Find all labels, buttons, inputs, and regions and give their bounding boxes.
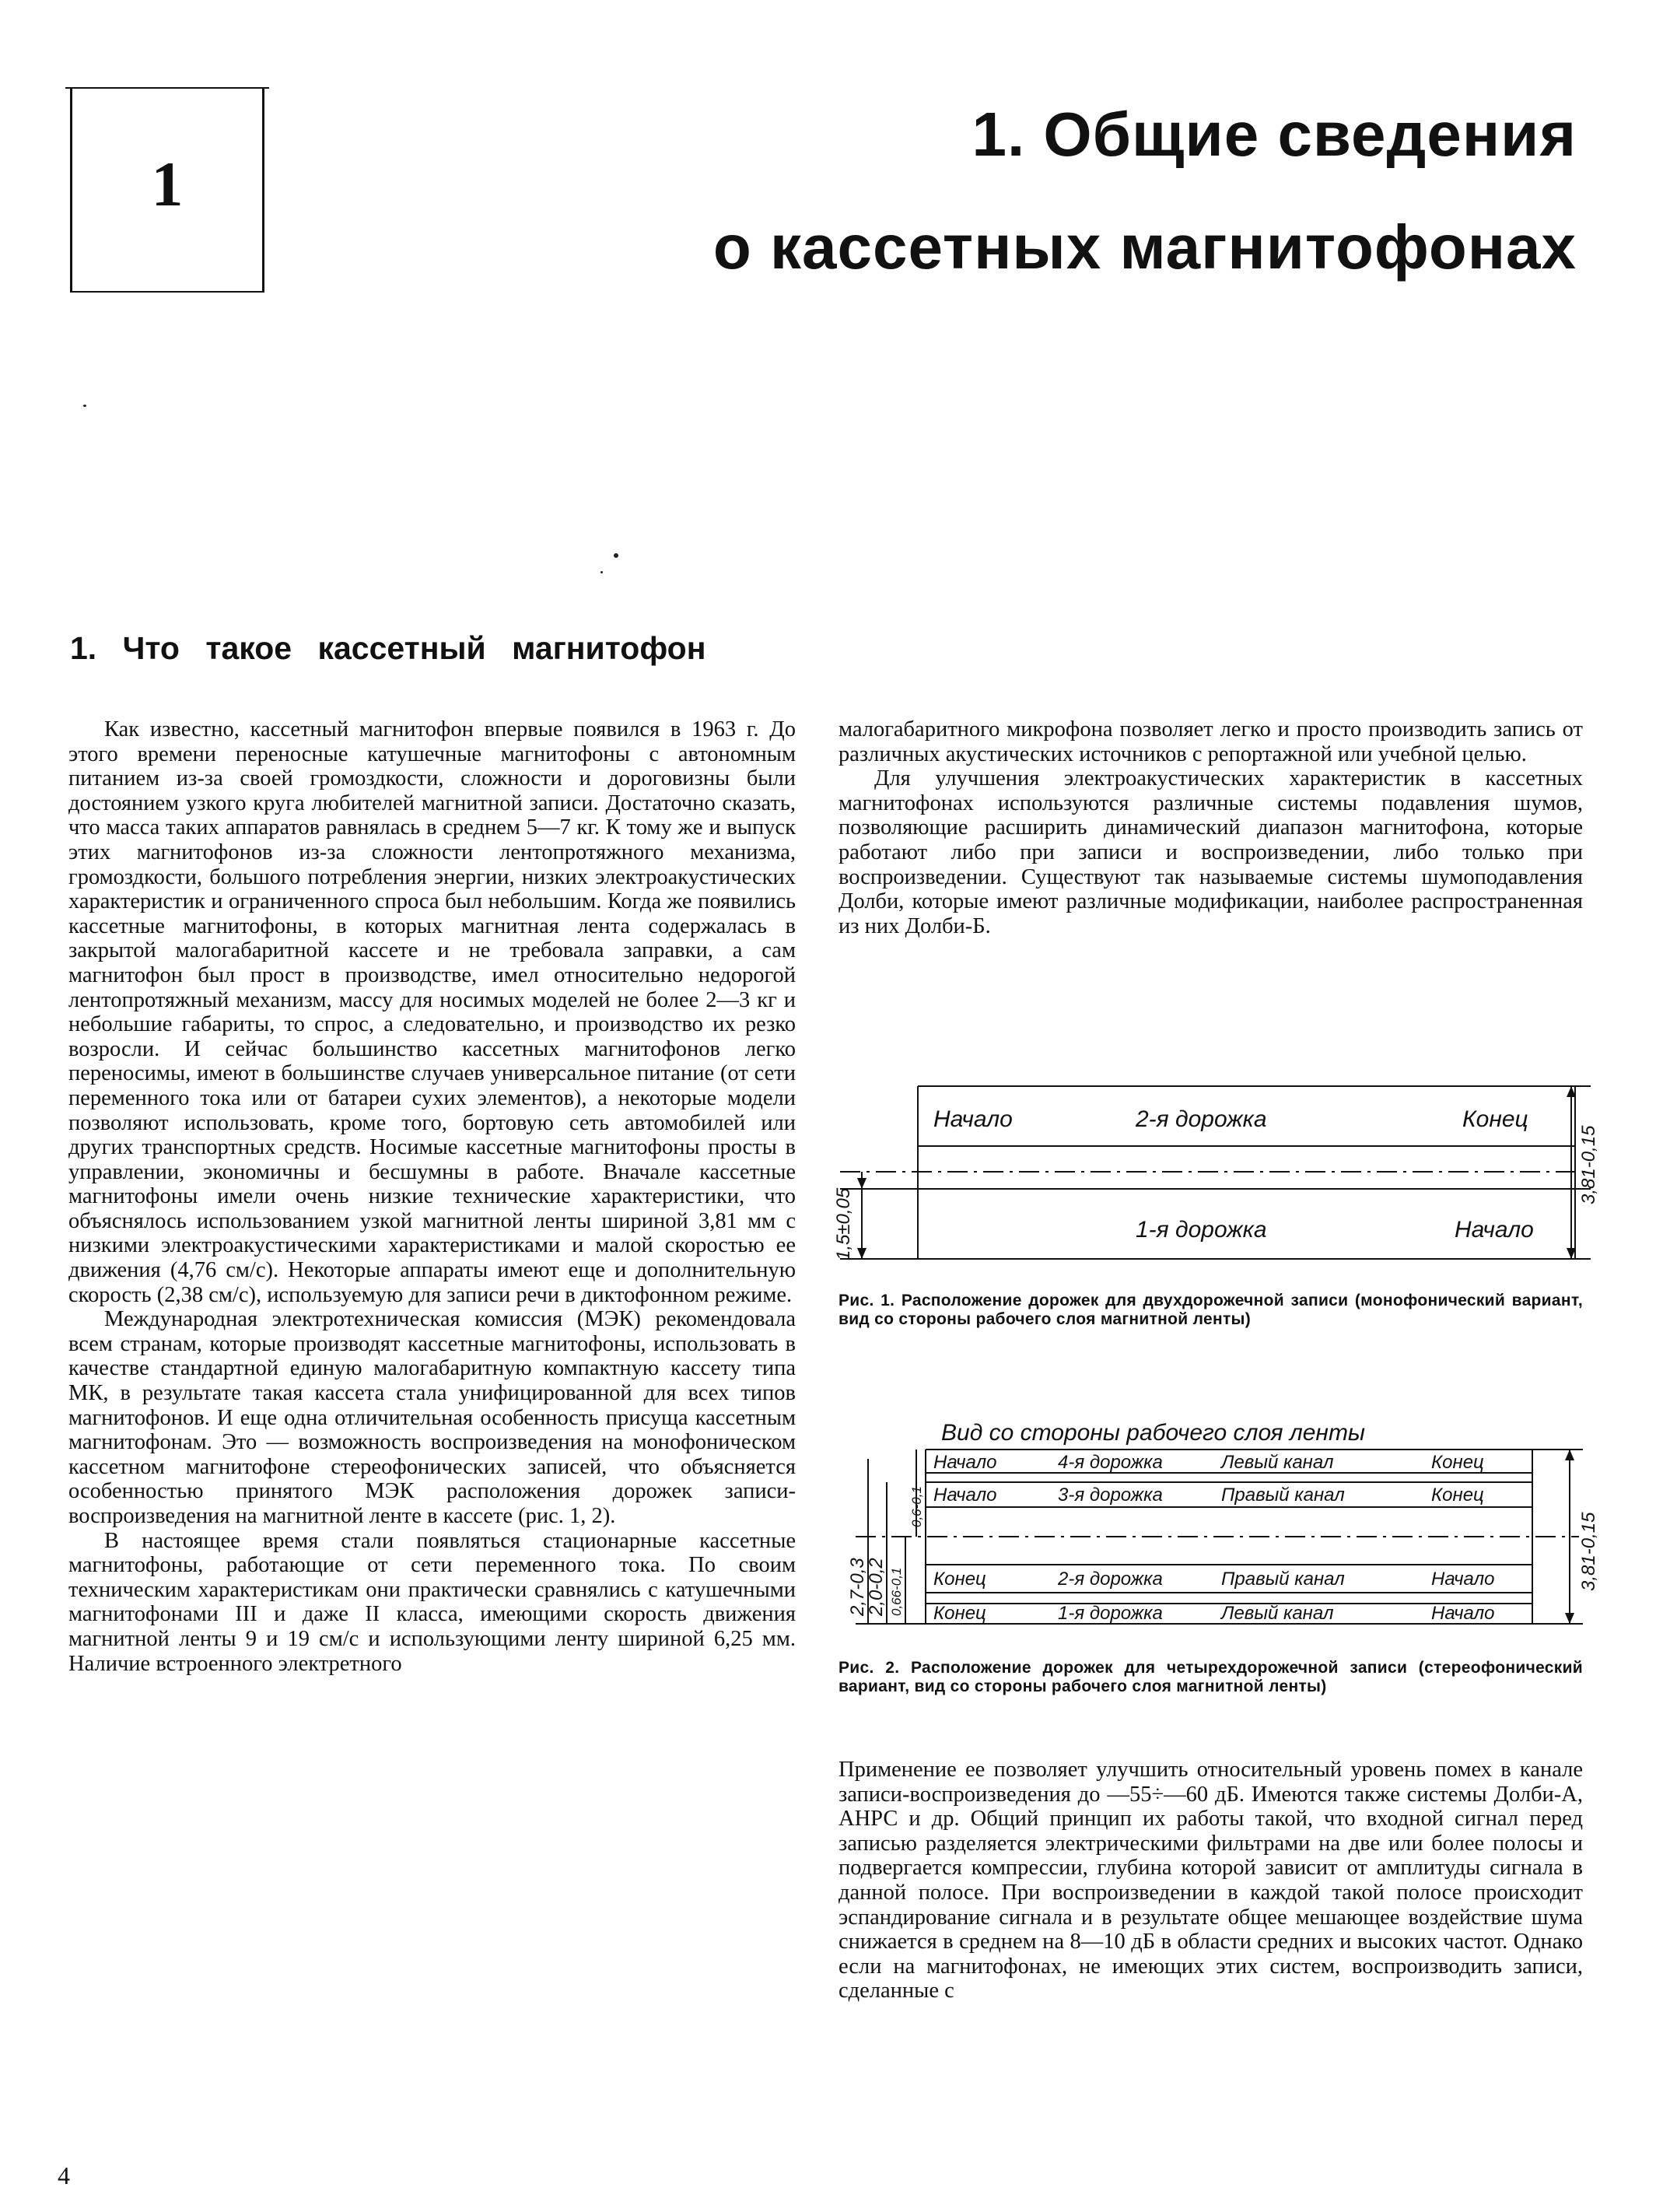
fig2-dim-right: 3,81-0,15 [1578,1512,1599,1591]
box-bottom-border [70,291,264,293]
fig2-dim-left-3: 0,66-0,1 [889,1567,904,1616]
paragraph: Применение ее позволяет улучшить относительный уровень помех в канале записи-воспроизведения до —55÷—60 дБ. Имеются также системы Долби-А, АНРС и др. Общий принцип их работы такой, что входной сигнал перед записью разделяется электрическими фильтрами на две или более полосы и подвергается компрессии, глубина которой зависит от амплитуды сигнала в данной полосе. При воспроизведении в каждой такой полосе происходит эспандирование сигнала и в результате общее мешающее воздействие шума снижается в среднем на 8—10 дБ в области средних и высоких частот. Однако если на магнитофонах, не имеющих этих систем, воспроизводить записи, сделанные с [839,1758,1583,2003]
fig1-dim-left: 1,5±0,05 [833,1187,854,1260]
figure-1-track-diagram [824,1080,1602,1274]
scan-speck [83,405,86,407]
arrow-head [1565,1613,1574,1624]
box-top-border [65,87,269,89]
fig2-row4-start: Конец [933,1603,986,1624]
chapter-title-line-2: о кассетных магнитофонах [712,212,1577,282]
arrow-head [857,1178,867,1189]
fig2-row1-end: Конец [1431,1452,1484,1473]
paragraph: малогабаритного микрофона позволяет легко и просто производить запись от различных акустических источников с репортажной или учебной целью. [839,717,1583,766]
fig2-row4-end: Начало [1431,1603,1495,1624]
scan-speck [614,553,618,558]
fig1-track2-end: Конец [1462,1106,1528,1132]
right-column-bottom [839,1758,1583,2003]
fig2-row2-channel: Правый канал [1221,1485,1345,1506]
figure-2-track-diagram [824,1412,1602,1646]
fig2-dim-left-1: 2,7-0,3 [847,1558,868,1616]
fig1-track2-label: 2-я дорожка [1136,1106,1267,1132]
fig2-row1-track: 4-я дорожка [1058,1452,1163,1473]
chapter-number-box [70,87,264,293]
fig2-row3-start: Конец [933,1569,986,1590]
page-number: 4 [58,2161,70,2189]
fig2-dim-left-4: 0,6-0,1 [909,1486,924,1527]
chapter-number: 1 [151,149,184,219]
fig2-dim-left-2: 2,0-0,2 [866,1558,887,1616]
fig1-dim-right: 3,81-0,15 [1578,1125,1599,1204]
fig2-row2-start: Начало [933,1485,997,1506]
arrow-head [857,1248,867,1259]
fig2-row2-end: Конец [1431,1485,1484,1506]
paragraph: В настоящее время стали появляться стационарные кассетные магнитофоны, работающие от сети переменного тока. По своим техническим характеристикам они практически сравнялись с катушечными магнитофонами III и даже II класса, имеющими скорость движения магнитной ленты 9 и 19 см/с и использующими ленту шириной 6,25 мм. Наличие встроенного электретного [68,1528,796,1676]
fig1-track2-start: Начало [933,1106,1013,1132]
fig2-row1-start: Начало [933,1452,997,1473]
section-title: 1. Что такое кассетный магнитофон [70,630,706,666]
fig1-track1-label: 1-я дорожка [1136,1217,1267,1243]
arrow-head [1565,1450,1574,1460]
left-column [68,717,796,1676]
figure-1-caption: Рис. 1. Расположение дорожек для двухдорожечной записи (монофонический вариант, вид со стороны рабочего слоя магнитной ленты) [839,1292,1583,1328]
fig2-row2-track: 3-я дорожка [1058,1485,1163,1506]
right-column-top [839,717,1583,938]
figure-2-caption: Рис. 2. Расположение дорожек для четырехдорожечной записи (стереофонический вариант, вид со стороны рабочего слоя магнитной ленты) [839,1659,1583,1695]
chapter-title [713,78,1577,303]
fig2-row4-channel: Левый канал [1221,1603,1334,1624]
chapter-title-line-1: 1. Общие сведения [972,100,1577,169]
paragraph: Как известно, кассетный магнитофон впервые появился в 1963 г. До этого времени переносные катушечные магнитофоны с автономным питанием из-за своей громоздкости, сложности и дороговизны были достоянием узкого круга любителей магнитной записи. Достаточно сказать, что масса таких аппаратов равнялась в среднем 5—7 кг. К тому же и выпуск этих магнитофонов из-за сложности лентопротяжного механизма, громоздкости, большого потребления энергии, низких электроакустических характеристик и ограниченного спроса был небольшим. Когда же появились кассетные магнитофоны, в которых магнитная лента содержалась в закрытой малогабаритной кассете и не требовала заправки, а сам магнитофон был прост в производстве, имел относительно недорогой лентопротяжный механизм, массу для носимых моделей не более 2—3 кг и небольшие габариты, то спрос, а следовательно, и производство их резко возросли. И сейчас большинство кассетных магнитофонов легко переносимы, имеют в большинстве случаев универсальное питание (от сети переменного тока или от батареи сухих элементов), а некоторые модели позволяют использовать, кроме того, бортовую сеть автомобилей или других транспортных средств. Носимые кассетные магнитофоны просты в управлении, экономичны и бесшумны в работе. Вначале кассетные магнитофоны имели очень низкие технические характеристики, что объяснялось использованием узкой магнитной ленты шириной 3,81 мм с низкими электроакустическими характеристиками и малой скоростью ее движения (4,76 см/с). Некоторые аппараты имеют еще и дополнительную скорость (2,38 см/с), используемую для записи речи в диктофонном режиме. [68,717,796,1307]
fig2-row3-channel: Правый канал [1221,1569,1345,1590]
fig1-track1-end: Начало [1455,1217,1534,1243]
fig2-header: Вид со стороны рабочего слоя ленты [941,1420,1366,1446]
scan-speck [600,571,603,573]
paragraph: Для улучшения электроакустических характеристик в кассетных магнитофонах используются различные системы подавления шумов, позволяющие расширить динамический диапазон магнитофона, которые работают либо при записи и воспроизведении, либо только при воспроизведении. Существуют так называемые системы шумоподавления Долби, которые имеют различные модификации, наиболее распространенная из них Долби-Б. [839,766,1583,938]
fig2-row4-track: 1-я дорожка [1058,1603,1163,1624]
fig2-row1-channel: Левый канал [1221,1452,1334,1473]
fig2-row3-track: 2-я дорожка [1058,1569,1163,1590]
paragraph: Международная электротехническая комиссия (МЭК) рекомендовала всем странам, которые производят кассетные магнитофоны, использовать в качестве стандартной единую малогабаритную компактную кассету типа МК, в результате такая кассета стала унифицированной для всех типов магнитофонов. И еще одна отличительная особенность присуща кассетным магнитофонам. Это — возможность воспроизведения на монофоническом кассетном магнитофоне стереофонических записей, что объясняется особенностью принятого МЭК расположения дорожек записи-воспроизведения на магнитной ленте в кассете (рис. 1, 2). [68,1307,796,1528]
fig2-row3-end: Начало [1431,1569,1495,1590]
